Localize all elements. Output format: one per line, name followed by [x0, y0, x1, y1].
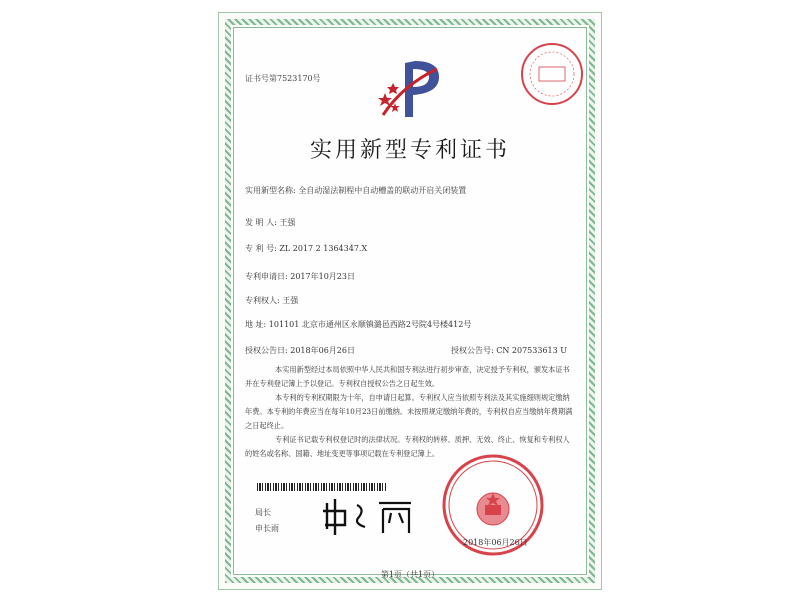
certificate-title: 实用新型专利证书: [309, 138, 510, 163]
paragraph-1: 本实用新型经过本局依照中华人民共和国专利法进行初步审查，决定授予专利权，颁发本证书并在专利登记簿上予以登记。专利权自授权公告之日起生效。: [245, 365, 570, 388]
patent-number-label: 专 利 号:: [245, 244, 277, 253]
cnipa-logo-icon: [375, 55, 451, 125]
grant-number-label: 授权公告号:: [451, 346, 494, 355]
grant-number: [451, 345, 567, 356]
address: [245, 319, 471, 330]
grant-date-label: 授权公告日:: [245, 346, 288, 355]
signature-icon: [319, 489, 419, 539]
application-date: [245, 271, 355, 282]
patentee: [245, 295, 298, 306]
patentee-value: 王强: [282, 296, 299, 305]
patent-number-value: ZL 2017 2 1364347.X: [279, 244, 368, 253]
seal-date: 2018年06月26日: [463, 538, 528, 547]
utility-model-name-label: 实用新型名称:: [245, 186, 296, 195]
certificate-number: 证书号第7523170号: [245, 74, 321, 83]
paragraph-2: 本专利的专利权期限为十年，自申请日起算。专利权人应当依照专利法及其实施细则规定缴纳年费。本专利的年费应当在每年10月23日前缴纳。未按照规定缴纳年费的，专利权自应当缴纳年费期满之日起终止。: [245, 393, 573, 430]
grant-number-value: CN 207533613 U: [496, 346, 568, 355]
address-value: 101101 北京市通州区永顺镇潞邑西路2号院4号楼412号: [268, 320, 472, 329]
grant-date-value: 2018年06月26日: [290, 346, 355, 355]
paragraph-3: 专利证书记载专利权登记时的法律状况。专利权的转移、质押、无效、终止、恢复和专利权人的姓名或名称、国籍、地址变更等事项记载在专利登记簿上。: [245, 435, 570, 458]
director-title: 局长: [255, 508, 271, 517]
page-number: 第1页（共1页）: [380, 570, 440, 579]
inventor-value: 王强: [279, 218, 296, 227]
application-date-label: 专利申请日:: [245, 272, 288, 281]
patent-certificate: [218, 12, 602, 590]
inventor: [245, 217, 295, 228]
utility-model-name-value: 全自动湿法制程中自动槽盖的联动开启关闭装置: [298, 186, 467, 195]
patentee-label: 专利权人:: [245, 296, 280, 305]
application-date-value: 2017年10月23日: [290, 272, 355, 281]
director-name: 申长雨: [255, 524, 279, 533]
inventor-label: 发 明 人:: [245, 218, 277, 227]
address-label: 地 址:: [245, 320, 267, 329]
patent-number: [245, 243, 367, 254]
utility-model-name: [245, 185, 466, 196]
grant-date: [245, 345, 355, 356]
agency-seal-icon: [519, 41, 585, 107]
